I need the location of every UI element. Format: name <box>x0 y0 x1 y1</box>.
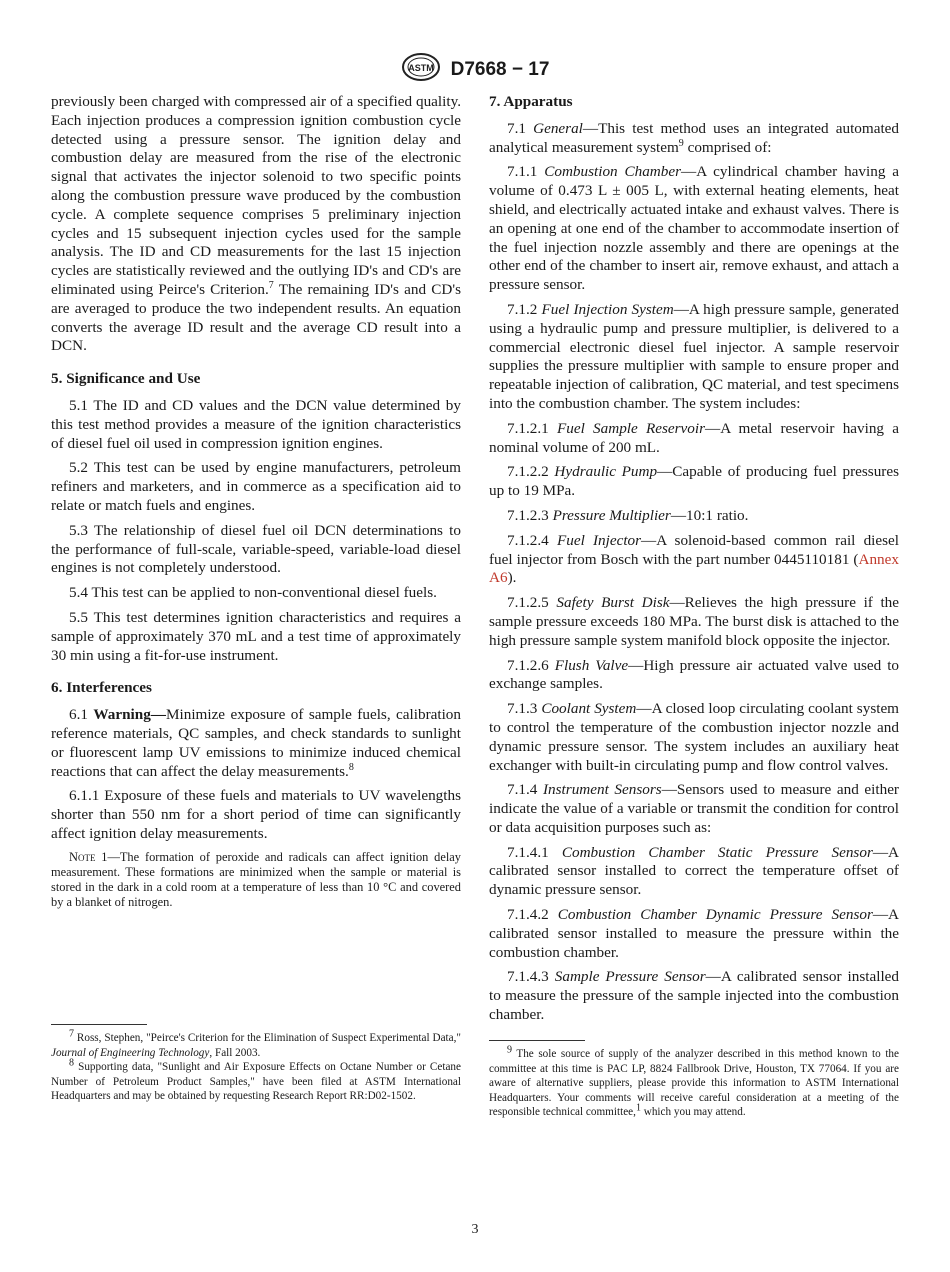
footnote-ref-7[interactable]: 7 <box>268 279 274 291</box>
paragraph-5-2: 5.2 This test can be used by engine manufacturers, petroleum refiners and marketers, and in commerce as a specification aid to relate or match fuels and engines. <box>51 459 461 514</box>
paragraph-7-1-3: 7.1.3 Coolant System—A closed loop circulating coolant system to control the temperature of the combustion injector nozzle and dynamic pressure sensor. The system includes an auxiliary heat exchanger with built-in circulating pump and flow control valves. <box>489 700 899 774</box>
footnote-divider <box>51 1024 147 1025</box>
paragraph-7-1-4-3: 7.1.4.3 Sample Pressure Sensor—A calibrated sensor installed to measure the pressure of the sample injected into the combustion chamber. <box>489 968 900 1024</box>
paragraph-7-1-4-2: 7.1.4.2 Combustion Chamber Dynamic Pressure Sensor—A calibrated sensor installed to measure the pressure within the combustion chamber. <box>489 906 900 961</box>
paragraph-7-1-4-1: 7.1.4.1 Combustion Chamber Static Pressure Sensor—A calibrated sensor installed to correct the temperature offset of dynamic pressure sensor. <box>489 843 900 899</box>
footnote-ref-9[interactable]: 9 <box>678 137 684 149</box>
paragraph-7-1: 7.1 General—This test method uses an integrated automated analytical measurement system$^9$ comprised of: <box>489 119 899 156</box>
paragraph-5-5: 5.5 This test determines ignition characteristics and requires a sample of approximately 370 mL and a test time of approximately 30 min using a fit-for-use instrument. <box>51 608 461 664</box>
svg-text:ASTM: ASTM <box>407 63 434 73</box>
footnotes-right <box>489 1040 899 1120</box>
footnote-8: $^8$ Supporting data, "Sunlight and Air Exposure Effects on Octane Number or Cetane Number of Petroleum Product Samples," have been filed at ASTM International Headquarters and may be obtained by requesting Research Report RR:D02-1502. <box>51 1057 461 1103</box>
paragraph-5-1: 5.1 The ID and CD values and the DCN value determined by this test method provides a measure of the ignition characteristics of diesel fuel oil used in compression ignition engines. <box>51 396 461 452</box>
paragraph-5-4: 5.4 This test can be applied to non-conventional diesel fuels. <box>69 584 437 602</box>
footnote-ref-8[interactable]: 8 <box>348 761 354 773</box>
page-header <box>0 52 950 86</box>
paragraph-7-1-1: 7.1.1 Combustion Chamber—A cylindrical chamber having a volume of 0.473 L ± 005 L, with external heating elements, heat shield, and electrically actuated intake and exhaust valves. There is an opening at one end of the chamber to accommodate insertion of the fuel injection nozzle assembly and there are openings at the other end of the chamber to insert air, remove exhaust, and attach a pressure sensor. <box>489 163 899 294</box>
paragraph-7-1-2-1: 7.1.2.1 Fuel Sample Reservoir—A metal reservoir having a nominal volume of 200 mL. <box>489 419 899 456</box>
footnote-divider <box>489 1040 585 1041</box>
section-5-heading: 5. Significance and Use <box>51 370 201 388</box>
paragraph-6-1: 6.1 Warning—Minimize exposure of sample fuels, calibration reference materials, QC samples, and check standards to sunlight or fluorescent lamp UV emissions to minimize induced chemical reactions that can affect the delay measurements.$^8$ <box>51 706 461 780</box>
annex-a6-link[interactable]: Annex A6 <box>489 550 899 587</box>
document-designation: D7668 − 17 <box>450 58 550 80</box>
paragraph-5-3: 5.3 The relationship of diesel fuel oil DCN determinations to the performance of full-scale, variable-speed, variable-load diesel engines is not completely understood. <box>51 521 461 577</box>
right-column <box>489 93 899 1031</box>
paragraph-7-1-2-3: 7.1.2.3 Pressure Multiplier—10:1 ratio. <box>507 506 749 524</box>
note-1: Note 1—The formation of peroxide and radicals can affect ignition delay measurement. These formations are minimized when the sample or material is stored in the dark in a cold room at a temperature of less than 10 °C and covered by a blanket of nitrogen. <box>51 849 461 910</box>
continuation-paragraph: previously been charged with compressed air of a specified quality. Each injection produces a compression ignition combustion cycle detected using a pressure sensor. The ignition delay and combustion delay are measured from the rise of the electronic signal that activates the injector solenoid to two specific points along the combustion pressure wave produced by the combustion cycle. A complete sequence comprises 5 preliminary injection cycles and 15 subsequent injection cycles used for the sample analysis. The ID and CD measurements for the last 15 injection cycles are statistically reviewed and the outlying ID's and CD's are eliminated using Peirce's Criterion.$^7$ The remaining ID's and CD's are averaged to produce the two independent results. An equation converts the average ID result and the average CD result into a DCN. <box>51 93 461 355</box>
astm-logo-icon <box>401 52 441 87</box>
section-7-heading: 7. Apparatus <box>489 93 573 110</box>
section-6-heading: 6. Interferences <box>51 679 152 697</box>
footnotes-left <box>51 1024 461 1104</box>
page-number: 3 <box>471 1222 479 1237</box>
footnote-9: $^9$ The sole source of supply of the analyzer described in this method known to the committee at this time is PAC LP, 8824 Fallbrook Drive, Houston, TX 77064. If you are aware of alternative suppliers, please provide this information to ASTM International Headquarters. Your comments will receive careful consideration at a meeting of the responsible technical committee,$^1$ which you may attend. <box>489 1044 899 1119</box>
paragraph-7-1-4: 7.1.4 Instrument Sensors—Sensors used to measure and either indicate the value of a variable or transmit the condition for control or data acquisition purposes such as: <box>489 781 899 836</box>
paragraph-6-1-1: 6.1.1 Exposure of these fuels and materials to UV wavelengths shorter than 550 nm for a short period of time can significantly affect ignition delay measurements. <box>51 787 461 842</box>
paragraph-7-1-2: 7.1.2 Fuel Injection System—A high pressure sample, generated using a hydraulic pump and pressure multiplier, is delivered to a commercial electronic diesel fuel injector. A sample reservoir supplies the pressure multiplier with sample to ensure proper and repeatable injection of calibration, QC material, and test specimens into the combustion chamber. The system includes: <box>489 300 899 412</box>
left-column <box>51 93 461 917</box>
paragraph-7-1-2-6: 7.1.2.6 Flush Valve—High pressure air actuated valve used to exchange samples. <box>489 656 900 693</box>
paragraph-7-1-2-2: 7.1.2.2 Hydraulic Pump—Capable of producing fuel pressures up to 19 MPa. <box>489 463 900 500</box>
paragraph-7-1-2-4: 7.1.2.4 Fuel Injector—A solenoid-based common rail diesel fuel injector from Bosch with the part number 0445110181 (Annex A6). <box>489 531 899 587</box>
footnote-7: $^7$ Ross, Stephen, "Peirce's Criterion for the Elimination of Suspect Experimental Data," Journal of Engineering Technology, Fall 2003. <box>51 1028 461 1059</box>
paragraph-7-1-2-5: 7.1.2.5 Safety Burst Disk—Relieves the high pressure if the sample pressure exceeds 180 MPa. The burst disk is attached to the high pressure sample system manifold block opposite the injector. <box>489 594 900 649</box>
